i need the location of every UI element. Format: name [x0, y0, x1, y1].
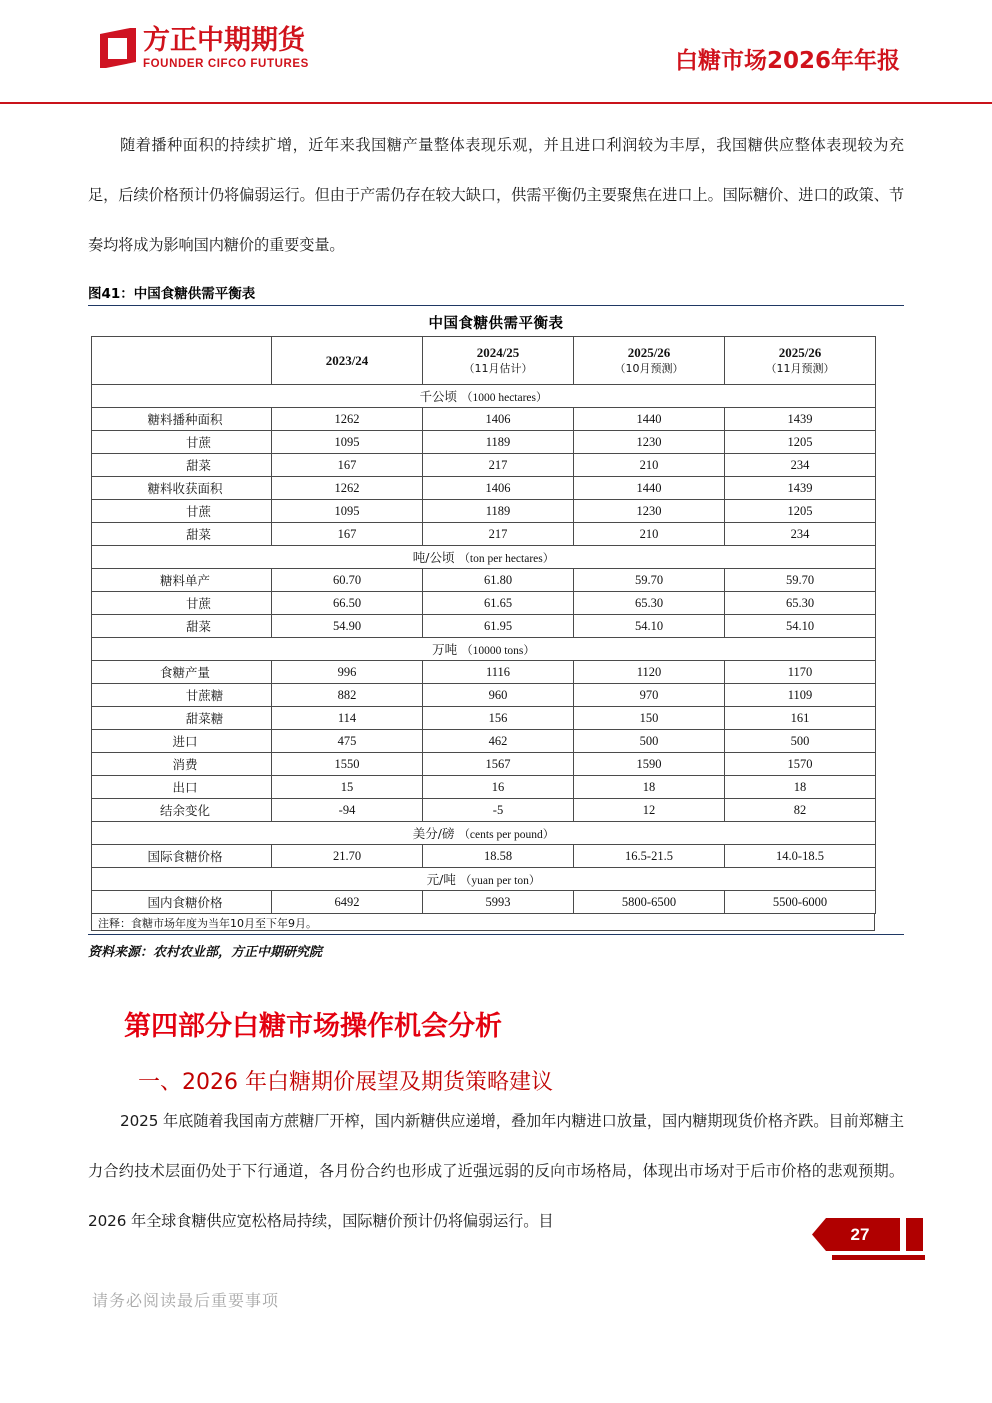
table-cell: 1230 [574, 431, 725, 454]
table-cell: 217 [423, 454, 574, 477]
table-row-label: 甘蔗糖 [92, 684, 272, 707]
table-cell: 156 [423, 707, 574, 730]
table-cell: 1406 [423, 408, 574, 431]
table-row [92, 408, 876, 431]
table-cell: 882 [272, 684, 423, 707]
page-content [88, 120, 904, 1246]
table-row [92, 477, 876, 500]
table-unit-label [92, 546, 876, 569]
table-cell: 1439 [725, 408, 876, 431]
table-row-label: 进口 [92, 730, 272, 753]
table-cell: 234 [725, 523, 876, 546]
table-cell: 1440 [574, 408, 725, 431]
table-cell: 500 [574, 730, 725, 753]
table-row-label: 结余变化 [92, 799, 272, 822]
table-cell: 475 [272, 730, 423, 753]
unit-en: （cents per pound） [458, 829, 555, 841]
table-cell: 1590 [574, 753, 725, 776]
table-row [92, 431, 876, 454]
table-row [92, 891, 876, 914]
table-cell: 66.50 [272, 592, 423, 615]
table-unit-row [92, 868, 876, 891]
table-row-label: 甜菜 [92, 615, 272, 638]
unit-en: （ton per hectares） [458, 553, 555, 565]
table-title: 中国食糖供需平衡表 [428, 316, 564, 332]
table-col-head-1 [272, 337, 423, 385]
unit-cn: 万吨 [432, 642, 462, 657]
col-head-label: 2025/26 [627, 344, 671, 360]
founder-logo-icon [100, 28, 136, 68]
table-cell: 59.70 [574, 569, 725, 592]
section-sub-heading: 一、2026 年白糖期价展望及期货策略建议 [138, 1070, 553, 1095]
table-cell: 1170 [725, 661, 876, 684]
table-cell: 18 [574, 776, 725, 799]
unit-cn: 美分/磅 [412, 826, 459, 841]
col-head-label: 2025/26 [778, 344, 822, 360]
table-unit-label [92, 385, 876, 408]
part-heading: 第四部分白糖市场操作机会分析 [124, 1011, 502, 1042]
table-cell: 462 [423, 730, 574, 753]
table-cell: 54.10 [725, 615, 876, 638]
page-header [0, 0, 992, 104]
table-cell: 217 [423, 523, 574, 546]
table-row-label: 甜菜 [92, 523, 272, 546]
table-unit-label [92, 638, 876, 661]
table-unit-row [92, 638, 876, 661]
table-unit-label [92, 822, 876, 845]
table-cell: 14.0-18.5 [725, 845, 876, 868]
table-row [92, 500, 876, 523]
col-head-sub: （10月预测） [614, 361, 684, 375]
table-row-label: 糖料收获面积 [92, 477, 272, 500]
supply-demand-balance-table [91, 336, 876, 914]
unit-en: （yuan per ton） [459, 875, 541, 887]
table-cell: 1109 [725, 684, 876, 707]
table-cell: 18.58 [423, 845, 574, 868]
table-col-head-3 [574, 337, 725, 385]
table-row-label: 出口 [92, 776, 272, 799]
table-cell: 16.5-21.5 [574, 845, 725, 868]
table-header [92, 337, 876, 385]
table-col-head-4 [725, 337, 876, 385]
table-cell: 970 [574, 684, 725, 707]
table-cell: 114 [272, 707, 423, 730]
table-cell: 1440 [574, 477, 725, 500]
table-header-row [92, 337, 876, 385]
table-row-label: 甜菜 [92, 454, 272, 477]
table-cell: 1095 [272, 431, 423, 454]
table-row-label: 国际食糖价格 [92, 845, 272, 868]
table-unit-row [92, 385, 876, 408]
table-cell: 1095 [272, 500, 423, 523]
table-cell: 500 [725, 730, 876, 753]
table-cell: 12 [574, 799, 725, 822]
table-row [92, 707, 876, 730]
table-cell: 1550 [272, 753, 423, 776]
table-unit-row [92, 822, 876, 845]
table-cell: 1570 [725, 753, 876, 776]
table-cell: 54.10 [574, 615, 725, 638]
table-cell: 1406 [423, 477, 574, 500]
company-logo [100, 26, 309, 71]
table-row [92, 730, 876, 753]
badge-underline-shape [832, 1255, 925, 1260]
badge-square-shape [906, 1218, 923, 1251]
table-cell: 65.30 [574, 592, 725, 615]
table-body [92, 385, 876, 914]
col-head-sub: （11月估计） [463, 361, 533, 375]
table-cell: 1189 [423, 431, 574, 454]
table-cell: 1205 [725, 431, 876, 454]
figure-caption: 图41：中国食糖供需平衡表 [88, 282, 904, 306]
table-cell: 1262 [272, 408, 423, 431]
report-title: 白糖市场2026年年报 [674, 48, 900, 74]
table-row [92, 569, 876, 592]
table-cell: 61.95 [423, 615, 574, 638]
table-cell: 210 [574, 454, 725, 477]
unit-cn: 吨/公顷 [412, 550, 459, 565]
table-row-label: 消费 [92, 753, 272, 776]
col-head-label: 2024/25 [476, 344, 520, 360]
table-cell: 1189 [423, 500, 574, 523]
page-number: 27 [850, 1224, 870, 1244]
table-row [92, 523, 876, 546]
table-row-label: 甘蔗 [92, 592, 272, 615]
table-row [92, 753, 876, 776]
table-cell: -5 [423, 799, 574, 822]
table-cell: 82 [725, 799, 876, 822]
table-cell: 167 [272, 523, 423, 546]
table-cell: 167 [272, 454, 423, 477]
table-unit-row [92, 546, 876, 569]
table-cell: 18 [725, 776, 876, 799]
table-row [92, 845, 876, 868]
table-row [92, 799, 876, 822]
col-head-sub: （11月预测） [765, 361, 835, 375]
col-head-label: 2023/24 [325, 352, 369, 368]
table-cell: 21.70 [272, 845, 423, 868]
table-cell: -94 [272, 799, 423, 822]
table-cell: 1567 [423, 753, 574, 776]
table-note: 注释：食糖市场年度为当年10月至下年9月。 [91, 914, 875, 931]
table-cell: 5800-6500 [574, 891, 725, 914]
table-row [92, 684, 876, 707]
table-cell: 234 [725, 454, 876, 477]
table-cell: 54.90 [272, 615, 423, 638]
figure-source: 资料来源：农村农业部，方正中期研究院 [88, 934, 904, 960]
table-cell: 996 [272, 661, 423, 684]
table-cell: 1439 [725, 477, 876, 500]
table-cell: 1230 [574, 500, 725, 523]
table-cell: 16 [423, 776, 574, 799]
table-cell: 65.30 [725, 592, 876, 615]
table-cell: 61.65 [423, 592, 574, 615]
footer-disclaimer: 请务必阅读最后重要事项 [92, 1291, 280, 1310]
table-row-label: 国内食糖价格 [92, 891, 272, 914]
table-row [92, 776, 876, 799]
intro-paragraph: 随着播种面积的持续扩增，近年来我国糖产量整体表现乐观，并且进口利润较为丰厚，我国糖供应整体表现较为充足，后续价格预计仍将偏弱运行。但由于产需仍存在较大缺口，供需平衡仍主要聚焦在进口上。国际糖价、进口的政策、节奏均将成为影响国内糖价的重要变量。 [88, 136, 904, 254]
table-cell: 1120 [574, 661, 725, 684]
page-number-badge [812, 1218, 992, 1262]
table-cell: 210 [574, 523, 725, 546]
table-cell: 5500-6000 [725, 891, 876, 914]
table-cell: 150 [574, 707, 725, 730]
closing-paragraph: 2025 年底随着我国南方蔗糖厂开榨，国内新糖供应递增，叠加年内糖进口放量，国内糖期现货价格齐跌。目前郑糖主力合约技术层面仍处于下行通道，各月份合约也形成了近强远弱的反向市场格局，体现出市场对于后市价格的悲观预期。2026 年全球食糖供应宽松格局持续，国际糖价预计仍将偏弱运行。目 [88, 1112, 904, 1230]
unit-en: （1000 hectares） [460, 392, 548, 404]
table-cell: 61.80 [423, 569, 574, 592]
table-cell: 1205 [725, 500, 876, 523]
table-col-head-0 [92, 337, 272, 385]
table-col-head-2 [423, 337, 574, 385]
table-cell: 1116 [423, 661, 574, 684]
table-row [92, 592, 876, 615]
unit-cn: 元/吨 [426, 872, 460, 887]
table-row-label: 甘蔗 [92, 431, 272, 454]
table-cell: 15 [272, 776, 423, 799]
table-row-label: 食糖产量 [92, 661, 272, 684]
table-cell: 960 [423, 684, 574, 707]
table-row [92, 454, 876, 477]
logo-english-name: FOUNDER CIFCO FUTURES [143, 58, 309, 70]
table-row-label: 甘蔗 [92, 500, 272, 523]
table-row-label: 糖料单产 [92, 569, 272, 592]
unit-en: （10000 tons） [461, 645, 535, 657]
table-row [92, 615, 876, 638]
table-row [92, 661, 876, 684]
table-unit-label [92, 868, 876, 891]
table-cell: 6492 [272, 891, 423, 914]
unit-cn: 千公顷 [419, 389, 461, 404]
logo-chinese-name: 方正中期期货 [143, 25, 305, 56]
table-row-label: 糖料播种面积 [92, 408, 272, 431]
table-cell: 60.70 [272, 569, 423, 592]
table-cell: 161 [725, 707, 876, 730]
table-cell: 59.70 [725, 569, 876, 592]
table-row-label: 甜菜糖 [92, 707, 272, 730]
table-cell: 5993 [423, 891, 574, 914]
table-cell: 1262 [272, 477, 423, 500]
